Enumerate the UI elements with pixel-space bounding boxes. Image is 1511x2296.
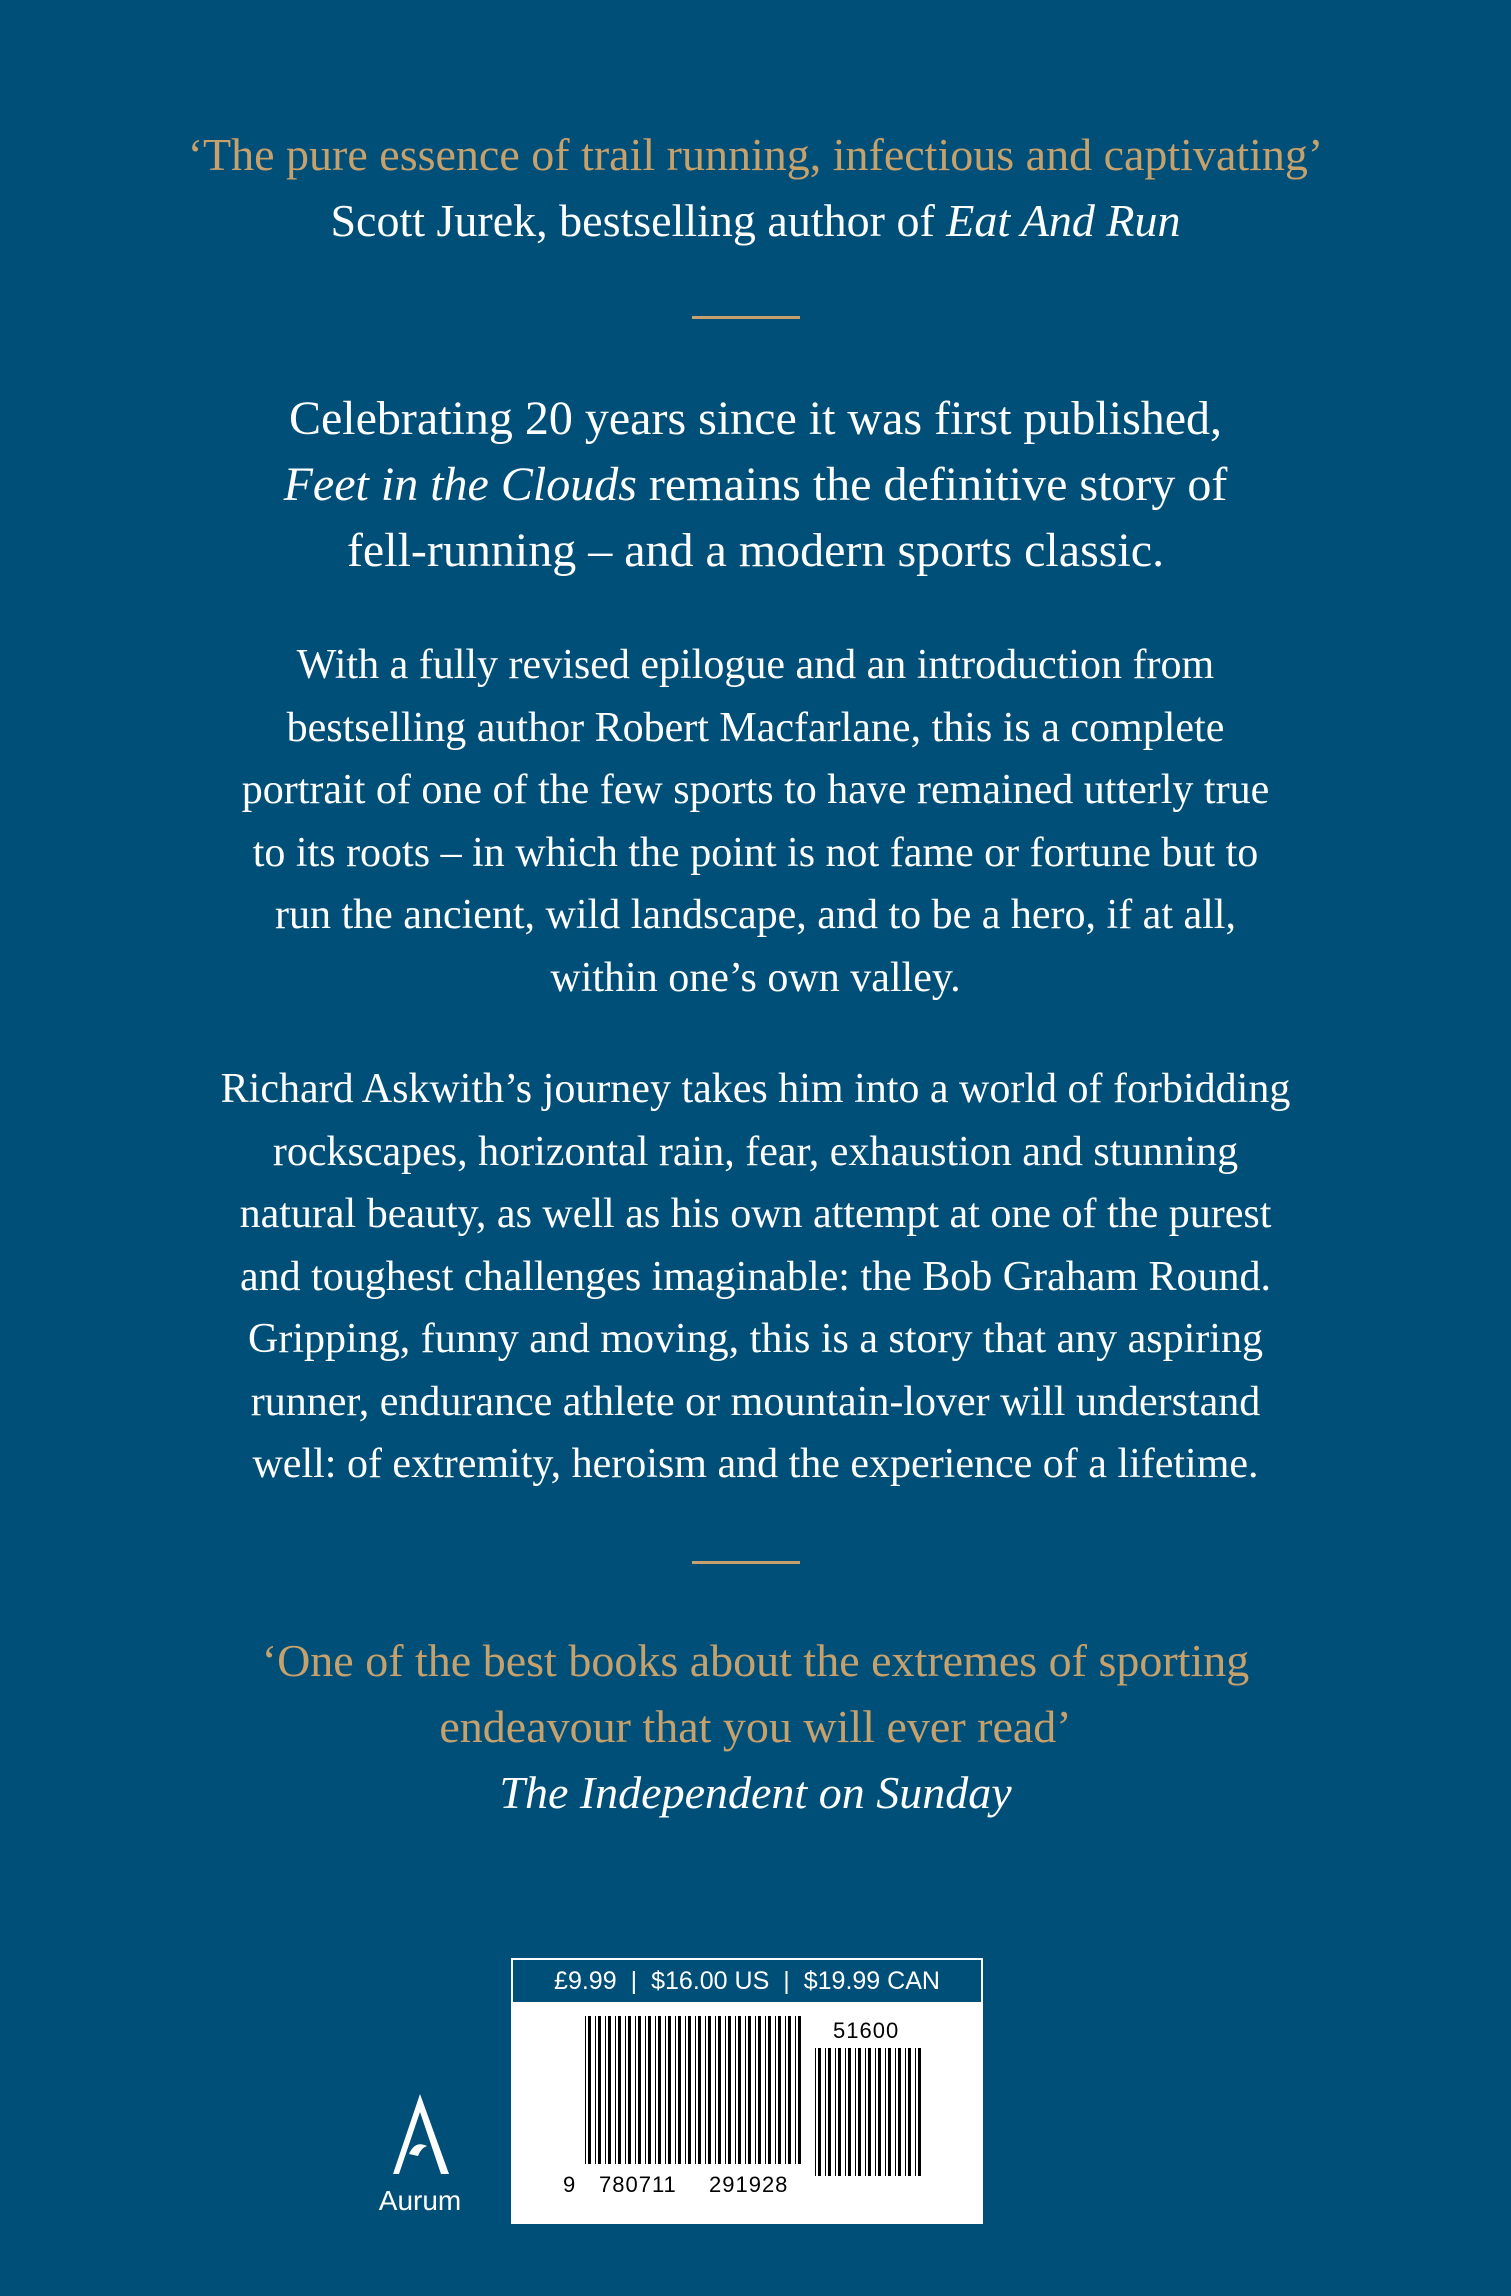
barcode-bar xyxy=(788,2016,791,2164)
gold-divider-bottom xyxy=(692,1561,800,1564)
description-paragraph-1 xyxy=(0,634,1511,1009)
barcode-bar xyxy=(845,2048,846,2176)
barcode-bar xyxy=(905,2048,906,2176)
barcode-bar xyxy=(635,2016,636,2164)
barcode-bar xyxy=(888,2048,891,2176)
bottom-quote-source xyxy=(0,1760,1511,1826)
price-cad: $19.99 CAN xyxy=(803,1966,940,1995)
barcode-bar xyxy=(745,2016,746,2164)
para2-line: Richard Askwith’s journey takes him into a world of forbidding xyxy=(220,1066,1291,1112)
barcode-bar xyxy=(588,2016,591,2164)
intro-line-2 xyxy=(0,452,1511,518)
barcode xyxy=(513,2004,981,2222)
attribution-book-title: Eat And Run xyxy=(946,195,1181,246)
barcode-bar xyxy=(655,2016,656,2164)
barcode-bar xyxy=(785,2016,786,2164)
para1-line: With a fully revised epilogue and an introduction from xyxy=(296,642,1215,688)
barcode-bar xyxy=(665,2016,666,2164)
barcode-bar xyxy=(838,2048,841,2176)
bottom-quote-line-2: endeavour that you will ever read’ xyxy=(439,1701,1072,1752)
para2-line: rockscapes, horizontal rain, fear, exhaustion and stunning xyxy=(272,1128,1239,1175)
isbn-lead-digit: 9 xyxy=(563,2172,577,2197)
barcode-bar xyxy=(865,2048,866,2176)
barcode-bar xyxy=(798,2016,801,2164)
para1-line: bestselling author Robert Macfarlane, this is a complete xyxy=(286,704,1225,751)
barcode-bar xyxy=(585,2016,586,2164)
attribution-prefix: Scott Jurek, bestselling author of xyxy=(330,195,947,246)
bottom-review-quote xyxy=(0,1628,1511,1826)
intro-line-1: Celebrating 20 years since it was first published, xyxy=(288,392,1223,445)
bottom-quote-line-1: ‘One of the best books about the extremes of sporting xyxy=(261,1635,1250,1686)
barcode-bar xyxy=(898,2048,901,2176)
barcode-bar xyxy=(858,2048,861,2176)
barcode-bar xyxy=(818,2048,821,2176)
barcode-bar xyxy=(738,2016,741,2164)
top-quote-attribution xyxy=(0,188,1511,254)
para2-line: Gripping, funny and moving, this is a story that any aspiring xyxy=(248,1316,1263,1362)
barcode-bar xyxy=(765,2016,766,2164)
price-row xyxy=(513,1960,981,2004)
intro-line-3: fell-running – and a modern sports classic. xyxy=(346,524,1165,577)
barcode-bar xyxy=(678,2016,681,2164)
barcode-bar xyxy=(658,2016,661,2164)
barcode-bar xyxy=(835,2048,836,2176)
top-quote-text: ‘The pure essence of trail running, infectious and captivating’ xyxy=(187,129,1324,180)
para2-line: natural beauty, as well as his own attempt at one of the purest xyxy=(239,1191,1272,1237)
barcode-bar xyxy=(625,2016,626,2164)
barcode-bar xyxy=(608,2016,611,2164)
price-gbp: £9.99 xyxy=(554,1966,617,1995)
barcode-bar xyxy=(768,2016,771,2164)
barcode-bar xyxy=(638,2016,641,2164)
barcode-bar xyxy=(648,2016,651,2164)
barcode-bar xyxy=(815,2048,816,2176)
barcode-bar xyxy=(908,2048,911,2176)
barcode-bar xyxy=(795,2016,796,2164)
source-title: The Independent on Sunday xyxy=(499,1767,1012,1818)
barcode-bar xyxy=(748,2016,751,2164)
barcode-bar xyxy=(868,2048,871,2176)
barcode-bar xyxy=(855,2048,856,2176)
barcode-bar xyxy=(778,2016,781,2164)
para2-line: and toughest challenges imaginable: the Bob Graham Round. xyxy=(239,1253,1272,1300)
barcode-bar xyxy=(735,2016,736,2164)
barcode-bar xyxy=(628,2016,631,2164)
barcode-bar xyxy=(615,2016,616,2164)
barcode-bar xyxy=(828,2048,831,2176)
aurum-a-icon xyxy=(385,2090,455,2178)
para1-line: run the ancient, wild landscape, and to be a hero, if at all, xyxy=(275,892,1236,938)
barcode-bar xyxy=(718,2016,721,2164)
barcode-bar xyxy=(605,2016,606,2164)
barcode-bar xyxy=(595,2016,596,2164)
para2-line: well: of extremity, heroism and the experience of a lifetime. xyxy=(252,1441,1259,1487)
barcode-bar xyxy=(825,2048,826,2176)
intro-line-2-rest: remains the definitive story of xyxy=(636,458,1228,511)
barcode-bar xyxy=(775,2016,776,2164)
barcode-bar xyxy=(618,2016,621,2164)
barcode-bar xyxy=(668,2016,671,2164)
publisher-logo xyxy=(370,2090,470,2217)
barcode-bar xyxy=(915,2048,916,2176)
price-separator: | xyxy=(630,1966,638,1995)
price-separator: | xyxy=(783,1966,790,1995)
barcode-bar xyxy=(728,2016,731,2164)
barcode-bar xyxy=(708,2016,711,2164)
barcode-bar xyxy=(698,2016,701,2164)
barcode-bar xyxy=(598,2016,601,2164)
price-barcode-box xyxy=(511,1958,983,2224)
isbn-group-1: 780711 xyxy=(599,2172,677,2197)
isbn-group-2: 291928 xyxy=(709,2172,789,2197)
intro-statement xyxy=(0,386,1511,584)
barcode-bar xyxy=(755,2016,756,2164)
barcode-addon-digits: 51600 xyxy=(833,2018,900,2043)
para1-line: within one’s own valley. xyxy=(550,954,961,1001)
barcode-bar xyxy=(695,2016,696,2164)
description-paragraph-2 xyxy=(0,1058,1511,1496)
barcode-bar xyxy=(688,2016,691,2164)
top-review-quote xyxy=(0,122,1511,254)
barcode-bar xyxy=(885,2048,886,2176)
para1-line: portrait of one of the few sports to have remained utterly true xyxy=(241,767,1270,813)
intro-book-title: Feet in the Clouds xyxy=(283,458,637,511)
barcode-bar xyxy=(895,2048,896,2176)
para2-line: runner, endurance athlete or mountain-lover will understand xyxy=(250,1378,1261,1425)
para1-line: to its roots – in which the point is not fame or fortune but to xyxy=(252,829,1259,876)
barcode-bar xyxy=(875,2048,876,2176)
gold-divider-top xyxy=(692,316,800,319)
barcode-bar xyxy=(848,2048,851,2176)
barcode-bar xyxy=(715,2016,716,2164)
barcode-bar xyxy=(878,2048,881,2176)
barcode-bar xyxy=(725,2016,726,2164)
barcode-bar xyxy=(758,2016,761,2164)
barcode-bar xyxy=(685,2016,686,2164)
price-usd: $16.00 US xyxy=(651,1966,770,1995)
barcode-bar xyxy=(705,2016,706,2164)
barcode-bar xyxy=(645,2016,646,2164)
publisher-name: Aurum xyxy=(378,2185,462,2216)
barcode-bar xyxy=(918,2048,921,2176)
barcode-bar xyxy=(675,2016,676,2164)
